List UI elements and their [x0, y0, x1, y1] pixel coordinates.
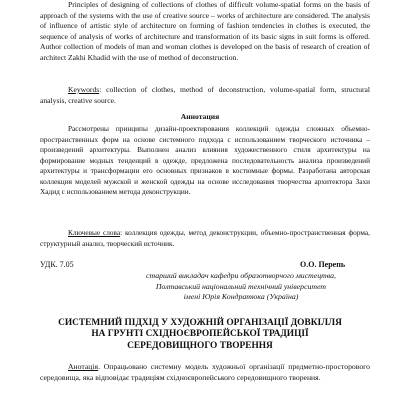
keywords-text: : collection of clothes, method of deconstruction, volume-spatial form, structural analysis, creative source. — [40, 85, 370, 105]
affiliation-line: Полтавський національний технічний університет — [155, 281, 327, 291]
title-line: СЕРЕДОВИЩНОГО ТВОРЕННЯ — [127, 340, 273, 351]
ukrainian-abstract-text: . Опрацьовано системну модель художньої організації предметно-просторового середовища, яка відповідає традиціям східноєвропейського середовищного творення. — [40, 362, 370, 382]
title-line: СИСТЕМНИЙ ПІДХІД У ХУДОЖНІЙ ОРГАНІЗАЦІЇ ДОВКІЛЛЯ — [58, 318, 342, 328]
keywords-label: Keywords — [68, 85, 100, 94]
ukrainian-abstract-label: Анотація — [68, 362, 99, 371]
udk-code: УДК. 7.05 — [40, 260, 74, 269]
ukrainian-abstract — [40, 362, 370, 384]
russian-keywords — [40, 228, 370, 249]
russian-abstract-heading: Аннотация — [180, 112, 220, 121]
english-abstract: Principles of designing of collections of clothes of difficult volume-spatial forms on the basis of approach of the systems with the use of creative source – works of architecture are considered. The analysis of influence of artistic style of architecture on forming of fashion tendencies in clothes is executed, the sequence of analysis of works of architecture and transformation of its basic signs in suit forms is offered. Author collection of models of man and woman clothes is developed on the basis of research of creation of architect Zakhi Khadid with the use of method of deconstruction. — [40, 0, 370, 62]
author-name: О.О. Перепь — [300, 260, 346, 269]
russian-keywords-label: Ключевые слова — [68, 228, 121, 237]
english-keywords — [40, 85, 370, 106]
affiliation-line: імені Юрія Кондратюка (Україна) — [183, 292, 299, 302]
russian-keywords-text: : коллекция одежды, метод деконструкции, объемно-пространственная форма, структурный анализ, творческий источник. — [40, 228, 370, 248]
affiliation-line: старший викладач кафедри образотворчого мистецтва, — [146, 271, 336, 280]
author-affiliation — [110, 271, 372, 303]
russian-abstract: Рассмотрены принципы дизайн-проектирования коллекций одежды сложных объемно-пространственных форм на основе системного подхода с использованием творческого источника – произведений архитектуры. Выполнен анализ влияния художественного стиля архитектуры на формирование модных тенденций в одежде, предложена последовательность анализа произведений архитектуры и трансформации его основных признаков в костюмные формы. Разработана авторская коллекция моделей мужской и женской одежды на основе исследования творчества архитектора Захи Хадид с использованием метода деконструкции. — [40, 124, 370, 196]
article-title — [40, 318, 360, 352]
title-line: НА ГРУНТІ СХІДНОЄВРОПЕЙСЬКОЇ ТРАДИЦІЇ — [91, 329, 309, 340]
